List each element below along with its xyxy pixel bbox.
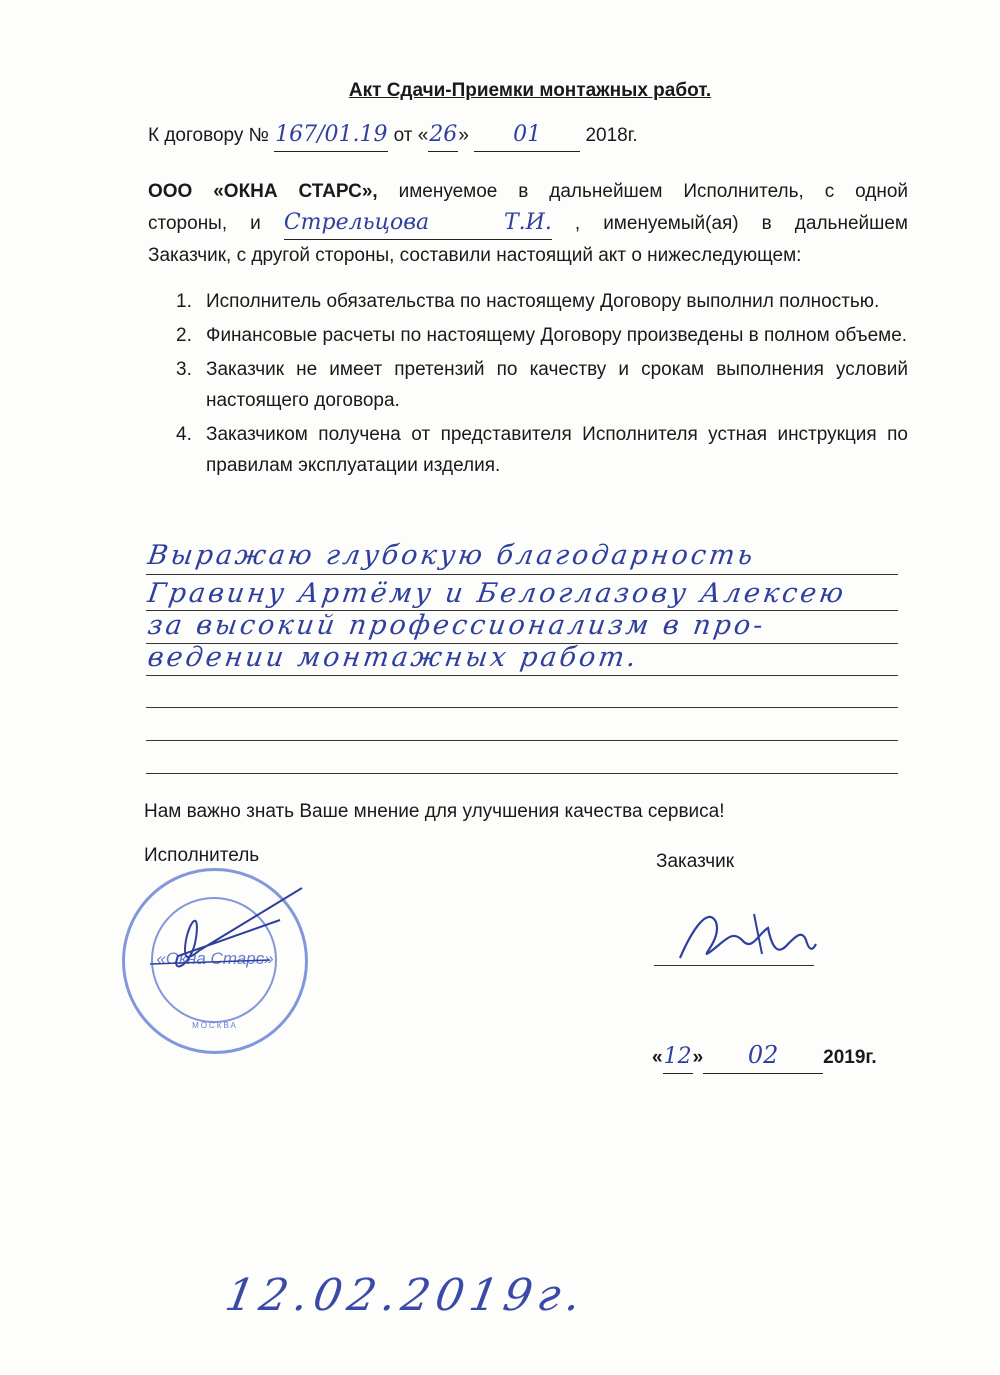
intro-text-3: , именуемый(ая) в дальнейшем: [574, 213, 908, 234]
comment-rule: [146, 675, 898, 676]
list-item: 3. Заказчик не имеет претензий по качеству и срокам выполнения условий настоящего договора.: [176, 359, 908, 411]
intro-text-4: Заказчик, с другой стороны, составили настоящий акт о нижеследующем:: [148, 245, 802, 266]
list-item: 2. Финансовые расчеты по настоящему Договору произведены в полном объеме.: [176, 325, 908, 346]
contract-number: 167/01.19: [275, 122, 388, 147]
handwritten-comment-line: Гравину Артёму и Белоглазову Алексею: [145, 578, 849, 609]
document-title: Акт Сдачи-Приемки монтажных работ.: [348, 80, 712, 101]
stamp-company-name: «Окна Старс»: [156, 949, 274, 968]
contract-month: 01: [513, 122, 542, 147]
executor-label: Исполнитель: [144, 845, 260, 866]
customer-label: Заказчик: [656, 851, 735, 872]
handwritten-comment-line: за высокий профессионализм в про-: [145, 610, 768, 641]
sign-year: 2019г.: [823, 1047, 877, 1068]
sign-day: 12: [663, 1044, 692, 1069]
comment-rule: [146, 740, 898, 741]
sign-month: 02: [747, 1041, 779, 1069]
contract-line: [148, 120, 638, 152]
executor-signature-icon: [130, 880, 310, 990]
contract-prefix: К договору №: [148, 125, 270, 146]
handwritten-comment-line: Выражаю глубокую благодарность: [145, 540, 758, 571]
comment-rule: [146, 574, 898, 575]
stamp-city: МОСКВА: [192, 1021, 238, 1030]
intro-text-2: стороны, и: [148, 213, 261, 234]
company-name: ООО «ОКНА СТАРС»,: [148, 181, 378, 202]
terms-list: [148, 286, 908, 484]
sign-date: «12» 02 2019г.: [652, 1040, 877, 1074]
customer-name: Стрельцова Т.И.: [283, 210, 552, 235]
contract-day: 26: [429, 122, 458, 147]
list-item: 4. Заказчиком получена от представителя Исполнителя устная инструкция по правилам эксплуатации изделия.: [176, 424, 908, 476]
comment-rule: [146, 773, 898, 774]
customer-signature-icon: [650, 900, 820, 972]
comment-rule: [146, 707, 898, 708]
feedback-prompt: Нам важно знать Ваше мнение для улучшения качества сервиса!: [144, 801, 725, 822]
date-close-quote: »: [458, 125, 469, 146]
list-item: 1. Исполнитель обязательства по настоящему Договору выполнил полностью.: [176, 291, 880, 312]
handwritten-date: 12.02.2019г.: [221, 1270, 591, 1321]
contract-year: 2018г.: [585, 125, 638, 146]
customer-signature-rule: [654, 965, 814, 966]
intro-text-1: именуемое в дальнейшем Исполнитель, с одной: [398, 181, 909, 202]
handwritten-comment-line: ведении монтажных работ.: [145, 642, 641, 673]
date-from-label: от «: [393, 125, 429, 146]
intro-paragraph: [148, 176, 908, 271]
